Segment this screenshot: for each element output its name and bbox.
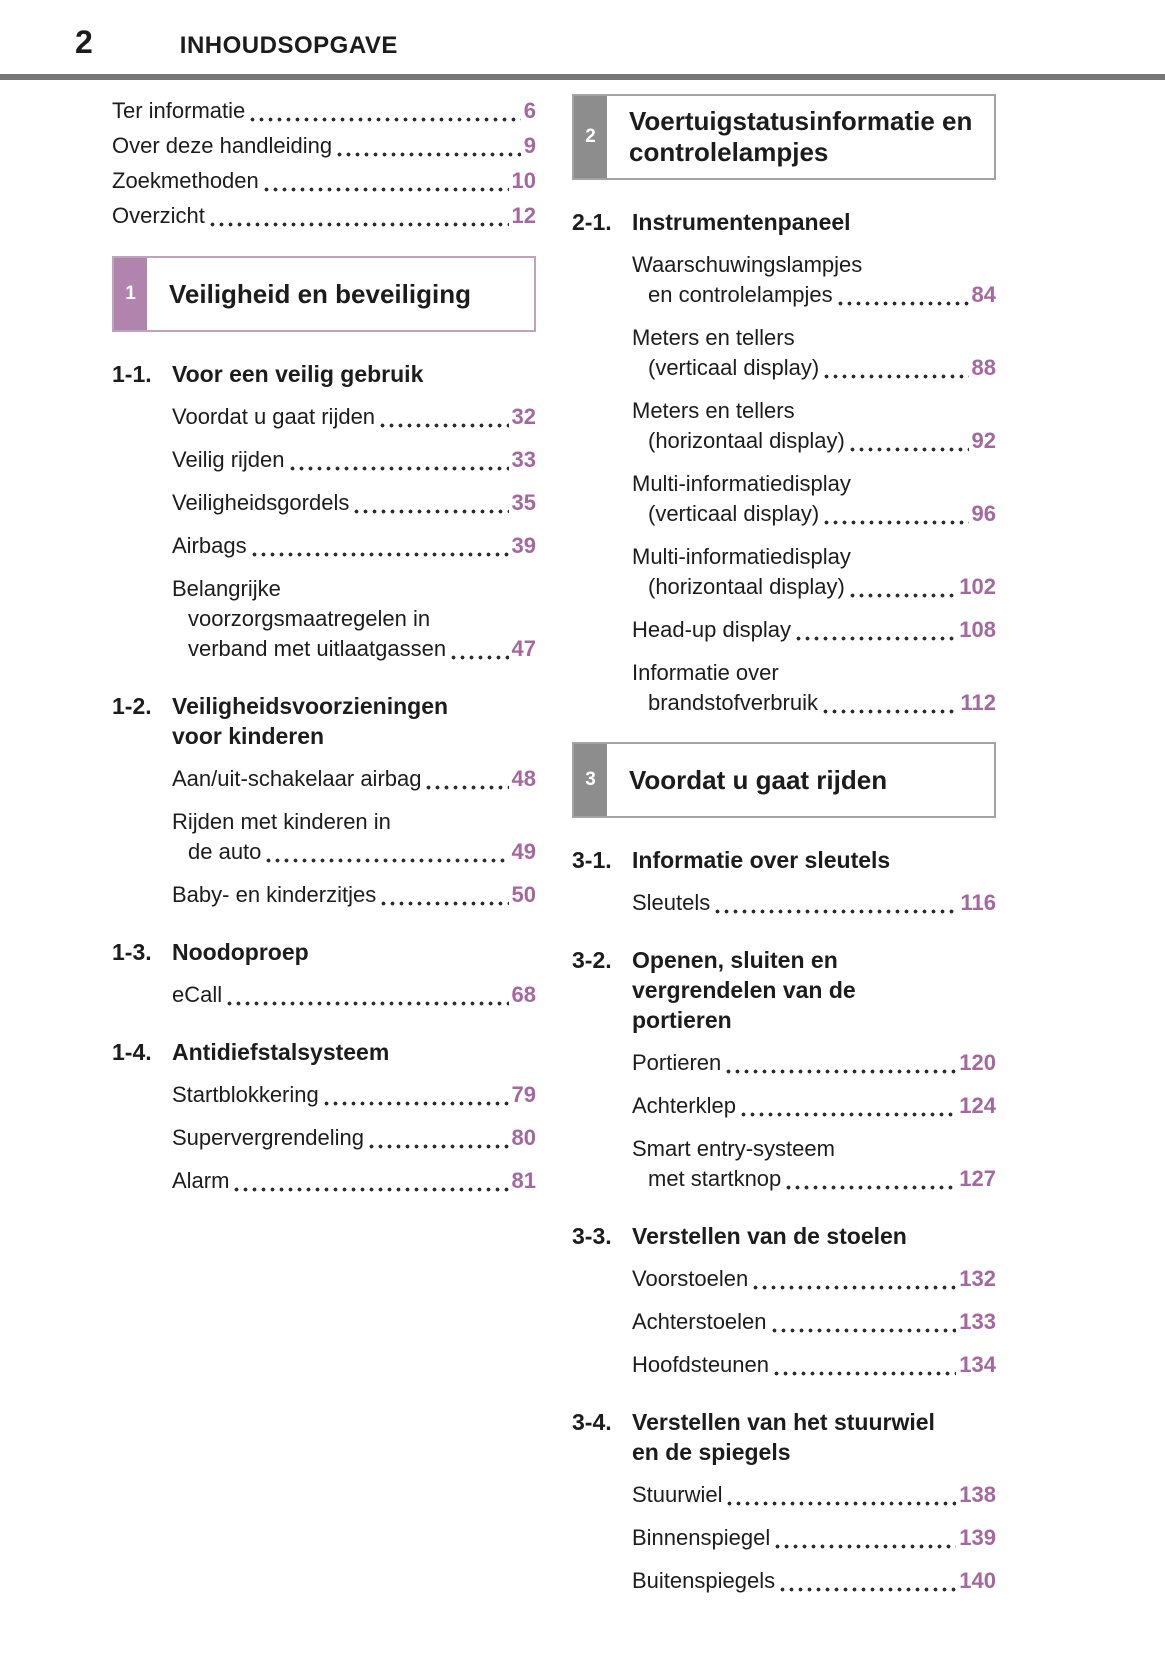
page-ref: 32 xyxy=(511,404,536,429)
subsection-title-line: Noodoproep xyxy=(172,939,309,965)
toc-entry xyxy=(112,1080,536,1110)
toc-entry xyxy=(572,1523,996,1553)
dot-leader xyxy=(725,1501,956,1506)
subsection-title xyxy=(172,1037,536,1067)
entry-line xyxy=(172,880,536,910)
entry-label: Overzicht xyxy=(112,203,205,228)
entry-line xyxy=(112,94,536,127)
chapter-title xyxy=(607,744,994,816)
toc-entry xyxy=(572,658,996,718)
subsection-title-line: Voor een veilig gebruik xyxy=(172,361,424,387)
toc-subsection xyxy=(112,937,536,1010)
entry-line xyxy=(632,1350,996,1380)
entry-line: Waarschuwingslampjes xyxy=(632,252,863,277)
subsection-title xyxy=(172,691,536,751)
toc-entry xyxy=(572,615,996,645)
entry-label: Alarm xyxy=(172,1168,230,1193)
toc-subsection xyxy=(572,1221,996,1380)
entry-label: Veiligheidsgordels xyxy=(172,490,350,515)
dot-leader xyxy=(232,1187,508,1192)
entry-line: voorzorgsmaatregelen in xyxy=(188,606,431,631)
toc-entry xyxy=(572,888,996,918)
page-ref: 88 xyxy=(971,355,996,380)
page-ref: 48 xyxy=(511,766,536,791)
entry-label: brandstofverbruik xyxy=(648,690,818,715)
page-ref: 80 xyxy=(511,1125,536,1150)
entry-line xyxy=(172,445,536,475)
entry-line xyxy=(112,164,536,197)
subsection-title xyxy=(632,1221,996,1251)
toc-column-right xyxy=(572,92,996,1596)
subsection-title xyxy=(632,945,996,1035)
dot-leader xyxy=(225,1001,508,1006)
toc-entry xyxy=(112,129,536,162)
page-ref: 96 xyxy=(971,501,996,526)
page-ref: 49 xyxy=(511,839,536,864)
entry-line xyxy=(172,634,536,664)
dot-leader xyxy=(379,901,508,906)
entry-line xyxy=(632,888,996,918)
dot-leader xyxy=(424,785,508,790)
dot-leader xyxy=(770,1328,957,1333)
chapter-number-badge: 3 xyxy=(574,744,607,816)
toc-entry xyxy=(112,488,536,518)
dot-leader xyxy=(250,552,509,557)
toc-entry xyxy=(572,1091,996,1121)
toc-subsection xyxy=(112,691,536,910)
page-ref: 33 xyxy=(511,447,536,472)
toc-entry xyxy=(112,980,536,1010)
entry-label: Head-up display xyxy=(632,617,791,642)
dot-leader xyxy=(449,655,508,660)
toc-entry xyxy=(572,542,996,602)
page-ref: 139 xyxy=(959,1525,996,1550)
page-ref: 92 xyxy=(971,428,996,453)
page-ref: 133 xyxy=(959,1309,996,1334)
entry-label: Airbags xyxy=(172,533,247,558)
page-title: INHOUDSOPGAVE xyxy=(179,32,398,59)
toc-subsection xyxy=(112,359,536,664)
page-ref: 12 xyxy=(511,203,536,228)
toc-subsection xyxy=(112,1037,536,1196)
entry-label: Ter informatie xyxy=(112,98,246,123)
entry-label: Achterstoelen xyxy=(632,1309,767,1334)
subsection-entries xyxy=(572,888,996,918)
subsection-title-line: vergrendelen van de xyxy=(632,977,856,1003)
subsection-title-line: Instrumentenpaneel xyxy=(632,209,851,235)
page-ref: 47 xyxy=(511,636,536,661)
entry-label: Stuurwiel xyxy=(632,1482,723,1507)
entry-label: Zoekmethoden xyxy=(112,168,259,193)
entry-label: (horizontaal display) xyxy=(648,428,845,453)
dot-leader xyxy=(794,636,956,641)
toc-entry xyxy=(572,1134,996,1194)
page-number: 2 xyxy=(75,24,94,60)
page-ref: 134 xyxy=(959,1352,996,1377)
entry-line xyxy=(632,1264,996,1294)
entry-line xyxy=(112,129,536,162)
dot-leader xyxy=(778,1587,956,1592)
entry-label: Supervergrendeling xyxy=(172,1125,365,1150)
page-ref: 138 xyxy=(959,1482,996,1507)
subsection-title-line: Verstellen van het stuurwiel xyxy=(632,1409,935,1435)
subsection-entries xyxy=(572,1480,996,1596)
entry-label: Startblokkering xyxy=(172,1082,319,1107)
toc-entry xyxy=(572,1264,996,1294)
entry-line xyxy=(172,764,536,794)
chapter-title xyxy=(147,258,534,330)
dot-leader xyxy=(821,709,958,714)
toc-entry xyxy=(112,764,536,794)
chapter-number-badge: 1 xyxy=(114,258,147,330)
subsection-entries xyxy=(572,1048,996,1194)
entry-line xyxy=(172,531,536,561)
dot-leader xyxy=(262,187,509,192)
entry-line xyxy=(172,980,536,1010)
dot-leader xyxy=(335,152,521,157)
entry-line xyxy=(172,402,536,432)
entry-line: Informatie over xyxy=(632,660,779,685)
dot-leader xyxy=(713,909,957,914)
page-ref: 10 xyxy=(511,168,536,193)
entry-line xyxy=(632,499,996,529)
subsection-entries xyxy=(572,250,996,718)
dot-leader xyxy=(724,1069,956,1074)
dot-leader xyxy=(848,593,956,598)
dot-leader xyxy=(772,1371,956,1376)
entry-line xyxy=(172,488,536,518)
page-ref: 120 xyxy=(959,1050,996,1075)
subsection-entries xyxy=(112,764,536,910)
entry-line xyxy=(172,1080,536,1110)
page-ref: 140 xyxy=(959,1568,996,1593)
chapter-title-line: Veiligheid en beveiliging xyxy=(169,278,471,309)
entry-line: Meters en tellers xyxy=(632,325,795,350)
entry-line xyxy=(632,1091,996,1121)
dot-leader xyxy=(367,1144,508,1149)
toc-subsection xyxy=(572,1407,996,1596)
page-ref: 132 xyxy=(959,1266,996,1291)
intro-entries xyxy=(112,94,536,232)
entry-line: Multi-informatiedisplay xyxy=(632,544,851,569)
dot-leader xyxy=(352,509,508,514)
entry-label: verband met uitlaatgassen xyxy=(188,636,447,661)
entry-label: Portieren xyxy=(632,1050,722,1075)
entry-label: (verticaal display) xyxy=(648,355,820,380)
chapter-title-line: Voordat u gaat rijden xyxy=(629,764,888,795)
entry-line xyxy=(632,280,996,310)
entry-label: Binnenspiegel xyxy=(632,1525,771,1550)
entry-label: met startknop xyxy=(648,1166,782,1191)
entry-line xyxy=(632,572,996,602)
subsection-number: 3-1. xyxy=(572,847,612,873)
toc-entry xyxy=(572,1350,996,1380)
dot-leader xyxy=(739,1112,956,1117)
subsection-title xyxy=(632,845,996,875)
subsection-number: 3-3. xyxy=(572,1223,612,1249)
toc-entry xyxy=(112,574,536,664)
entry-label: Voorstoelen xyxy=(632,1266,749,1291)
toc-entry xyxy=(572,1307,996,1337)
entry-label: de auto xyxy=(188,839,262,864)
entry-line xyxy=(632,426,996,456)
subsection-heading xyxy=(112,691,536,751)
entry-line: Belangrijke xyxy=(172,576,281,601)
entry-line xyxy=(632,1307,996,1337)
chapter-title-line: Voertuigstatusinformatie en xyxy=(629,106,973,136)
subsection-title-line: en de spiegels xyxy=(632,1439,791,1465)
entry-label: eCall xyxy=(172,982,223,1007)
subsection-number: 1-4. xyxy=(112,1039,152,1065)
entry-label: (verticaal display) xyxy=(648,501,820,526)
subsection-title-line: voor kinderen xyxy=(172,723,325,749)
toc-subsection xyxy=(572,945,996,1194)
dot-leader xyxy=(848,447,969,452)
page-ref: 6 xyxy=(523,98,536,123)
subsection-entries xyxy=(112,402,536,664)
toc-subsection xyxy=(572,845,996,918)
page-ref: 127 xyxy=(959,1166,996,1191)
entry-line: Rijden met kinderen in xyxy=(172,809,391,834)
toc-entry xyxy=(572,396,996,456)
chapter-title xyxy=(607,96,994,178)
subsection-heading xyxy=(572,207,996,237)
page-ref: 35 xyxy=(511,490,536,515)
entry-line xyxy=(632,1523,996,1553)
toc-entry xyxy=(112,880,536,910)
entry-label: (horizontaal display) xyxy=(648,574,845,599)
subsection-title-line: Antidiefstalsysteem xyxy=(172,1039,390,1065)
subsection-title xyxy=(172,359,536,389)
subsection-title-line: Verstellen van de stoelen xyxy=(632,1223,907,1249)
page-ref: 68 xyxy=(511,982,536,1007)
toc-entry xyxy=(572,1566,996,1596)
entry-line xyxy=(632,353,996,383)
entry-line xyxy=(112,199,536,232)
subsection-number: 1-2. xyxy=(112,693,152,719)
subsection-number: 1-1. xyxy=(112,361,152,387)
subsection-title xyxy=(632,1407,996,1467)
dot-leader xyxy=(288,466,509,471)
entry-line: Smart entry-systeem xyxy=(632,1136,835,1161)
subsection-entries xyxy=(572,1264,996,1380)
entry-line xyxy=(632,1164,996,1194)
subsection-heading xyxy=(112,1037,536,1067)
toc-entry xyxy=(112,807,536,867)
entry-line xyxy=(172,1166,536,1196)
chapter-box-2 xyxy=(572,94,996,180)
toc-entry xyxy=(112,199,536,232)
subsection-title xyxy=(632,207,996,237)
subsection-number: 2-1. xyxy=(572,209,612,235)
subsection-heading xyxy=(572,1407,996,1467)
entry-label: Buitenspiegels xyxy=(632,1568,776,1593)
page-ref: 124 xyxy=(959,1093,996,1118)
dot-leader xyxy=(208,222,509,227)
page-ref: 108 xyxy=(959,617,996,642)
dot-leader xyxy=(773,1544,956,1549)
dot-leader xyxy=(836,301,969,306)
dot-leader xyxy=(822,520,968,525)
toc-entry xyxy=(572,469,996,529)
entry-line xyxy=(632,1566,996,1596)
subsection-title-line: Informatie over sleutels xyxy=(632,847,891,873)
subsection-entries xyxy=(112,1080,536,1196)
subsection-heading xyxy=(572,945,996,1035)
entry-line xyxy=(172,837,536,867)
entry-label: Aan/uit-schakelaar airbag xyxy=(172,766,422,791)
subsection-entries xyxy=(112,980,536,1010)
toc-entry xyxy=(112,402,536,432)
toc-entry xyxy=(112,1123,536,1153)
page-ref: 84 xyxy=(971,282,996,307)
toc-entry xyxy=(112,445,536,475)
dot-leader xyxy=(264,858,508,863)
toc-entry xyxy=(572,323,996,383)
page-ref: 9 xyxy=(523,133,536,158)
toc-entry xyxy=(572,250,996,310)
page-ref: 102 xyxy=(959,574,996,599)
toc-entry xyxy=(112,164,536,197)
subsection-heading xyxy=(112,937,536,967)
toc-entry xyxy=(112,94,536,127)
subsection-number: 1-3. xyxy=(112,939,152,965)
subsection-heading xyxy=(572,1221,996,1251)
entry-label: Over deze handleiding xyxy=(112,133,333,158)
entry-label: Sleutels xyxy=(632,890,711,915)
entry-line: Meters en tellers xyxy=(632,398,795,423)
subsection-number: 3-2. xyxy=(572,947,612,973)
toc-column-left xyxy=(112,92,536,1596)
page-ref: 116 xyxy=(960,890,996,915)
toc-entry xyxy=(112,531,536,561)
subsection-title-line: Openen, sluiten en xyxy=(632,947,838,973)
subsection-number: 3-4. xyxy=(572,1409,612,1435)
page-ref: 81 xyxy=(511,1168,536,1193)
page-ref: 50 xyxy=(511,882,536,907)
entry-label: Voordat u gaat rijden xyxy=(172,404,376,429)
toc-entry xyxy=(572,1480,996,1510)
toc-columns xyxy=(0,80,1165,1596)
chapter-title-line: controlelampjes xyxy=(629,137,829,167)
entry-label: en controlelampjes xyxy=(648,282,833,307)
entry-line xyxy=(632,1048,996,1078)
entry-line xyxy=(632,688,996,718)
page-ref: 112 xyxy=(960,690,996,715)
chapter-box-1 xyxy=(112,256,536,332)
entry-line xyxy=(632,1480,996,1510)
entry-label: Achterklep xyxy=(632,1093,736,1118)
toc-entry xyxy=(572,1048,996,1078)
chapter-box-3 xyxy=(572,742,996,818)
subsection-title-line: portieren xyxy=(632,1007,732,1033)
subsection-title xyxy=(172,937,536,967)
dot-leader xyxy=(751,1285,956,1290)
dot-leader xyxy=(322,1101,509,1106)
toc-entry xyxy=(112,1166,536,1196)
subsection-heading xyxy=(112,359,536,389)
chapter-number-badge: 2 xyxy=(574,96,607,178)
entry-line: Multi-informatiedisplay xyxy=(632,471,851,496)
subsection-title-line: Veiligheidsvoorzieningen xyxy=(172,693,449,719)
subsection-heading xyxy=(572,845,996,875)
page-header xyxy=(0,0,1165,61)
entry-label: Hoofdsteunen xyxy=(632,1352,769,1377)
entry-label: Baby- en kinderzitjes xyxy=(172,882,377,907)
page-ref: 39 xyxy=(511,533,536,558)
dot-leader xyxy=(822,374,968,379)
entry-label: Veilig rijden xyxy=(172,447,285,472)
dot-leader xyxy=(784,1185,956,1190)
toc-subsection xyxy=(572,207,996,718)
entry-line xyxy=(172,1123,536,1153)
dot-leader xyxy=(248,117,520,122)
page-ref: 79 xyxy=(511,1082,536,1107)
dot-leader xyxy=(378,423,508,428)
entry-line xyxy=(632,615,996,645)
